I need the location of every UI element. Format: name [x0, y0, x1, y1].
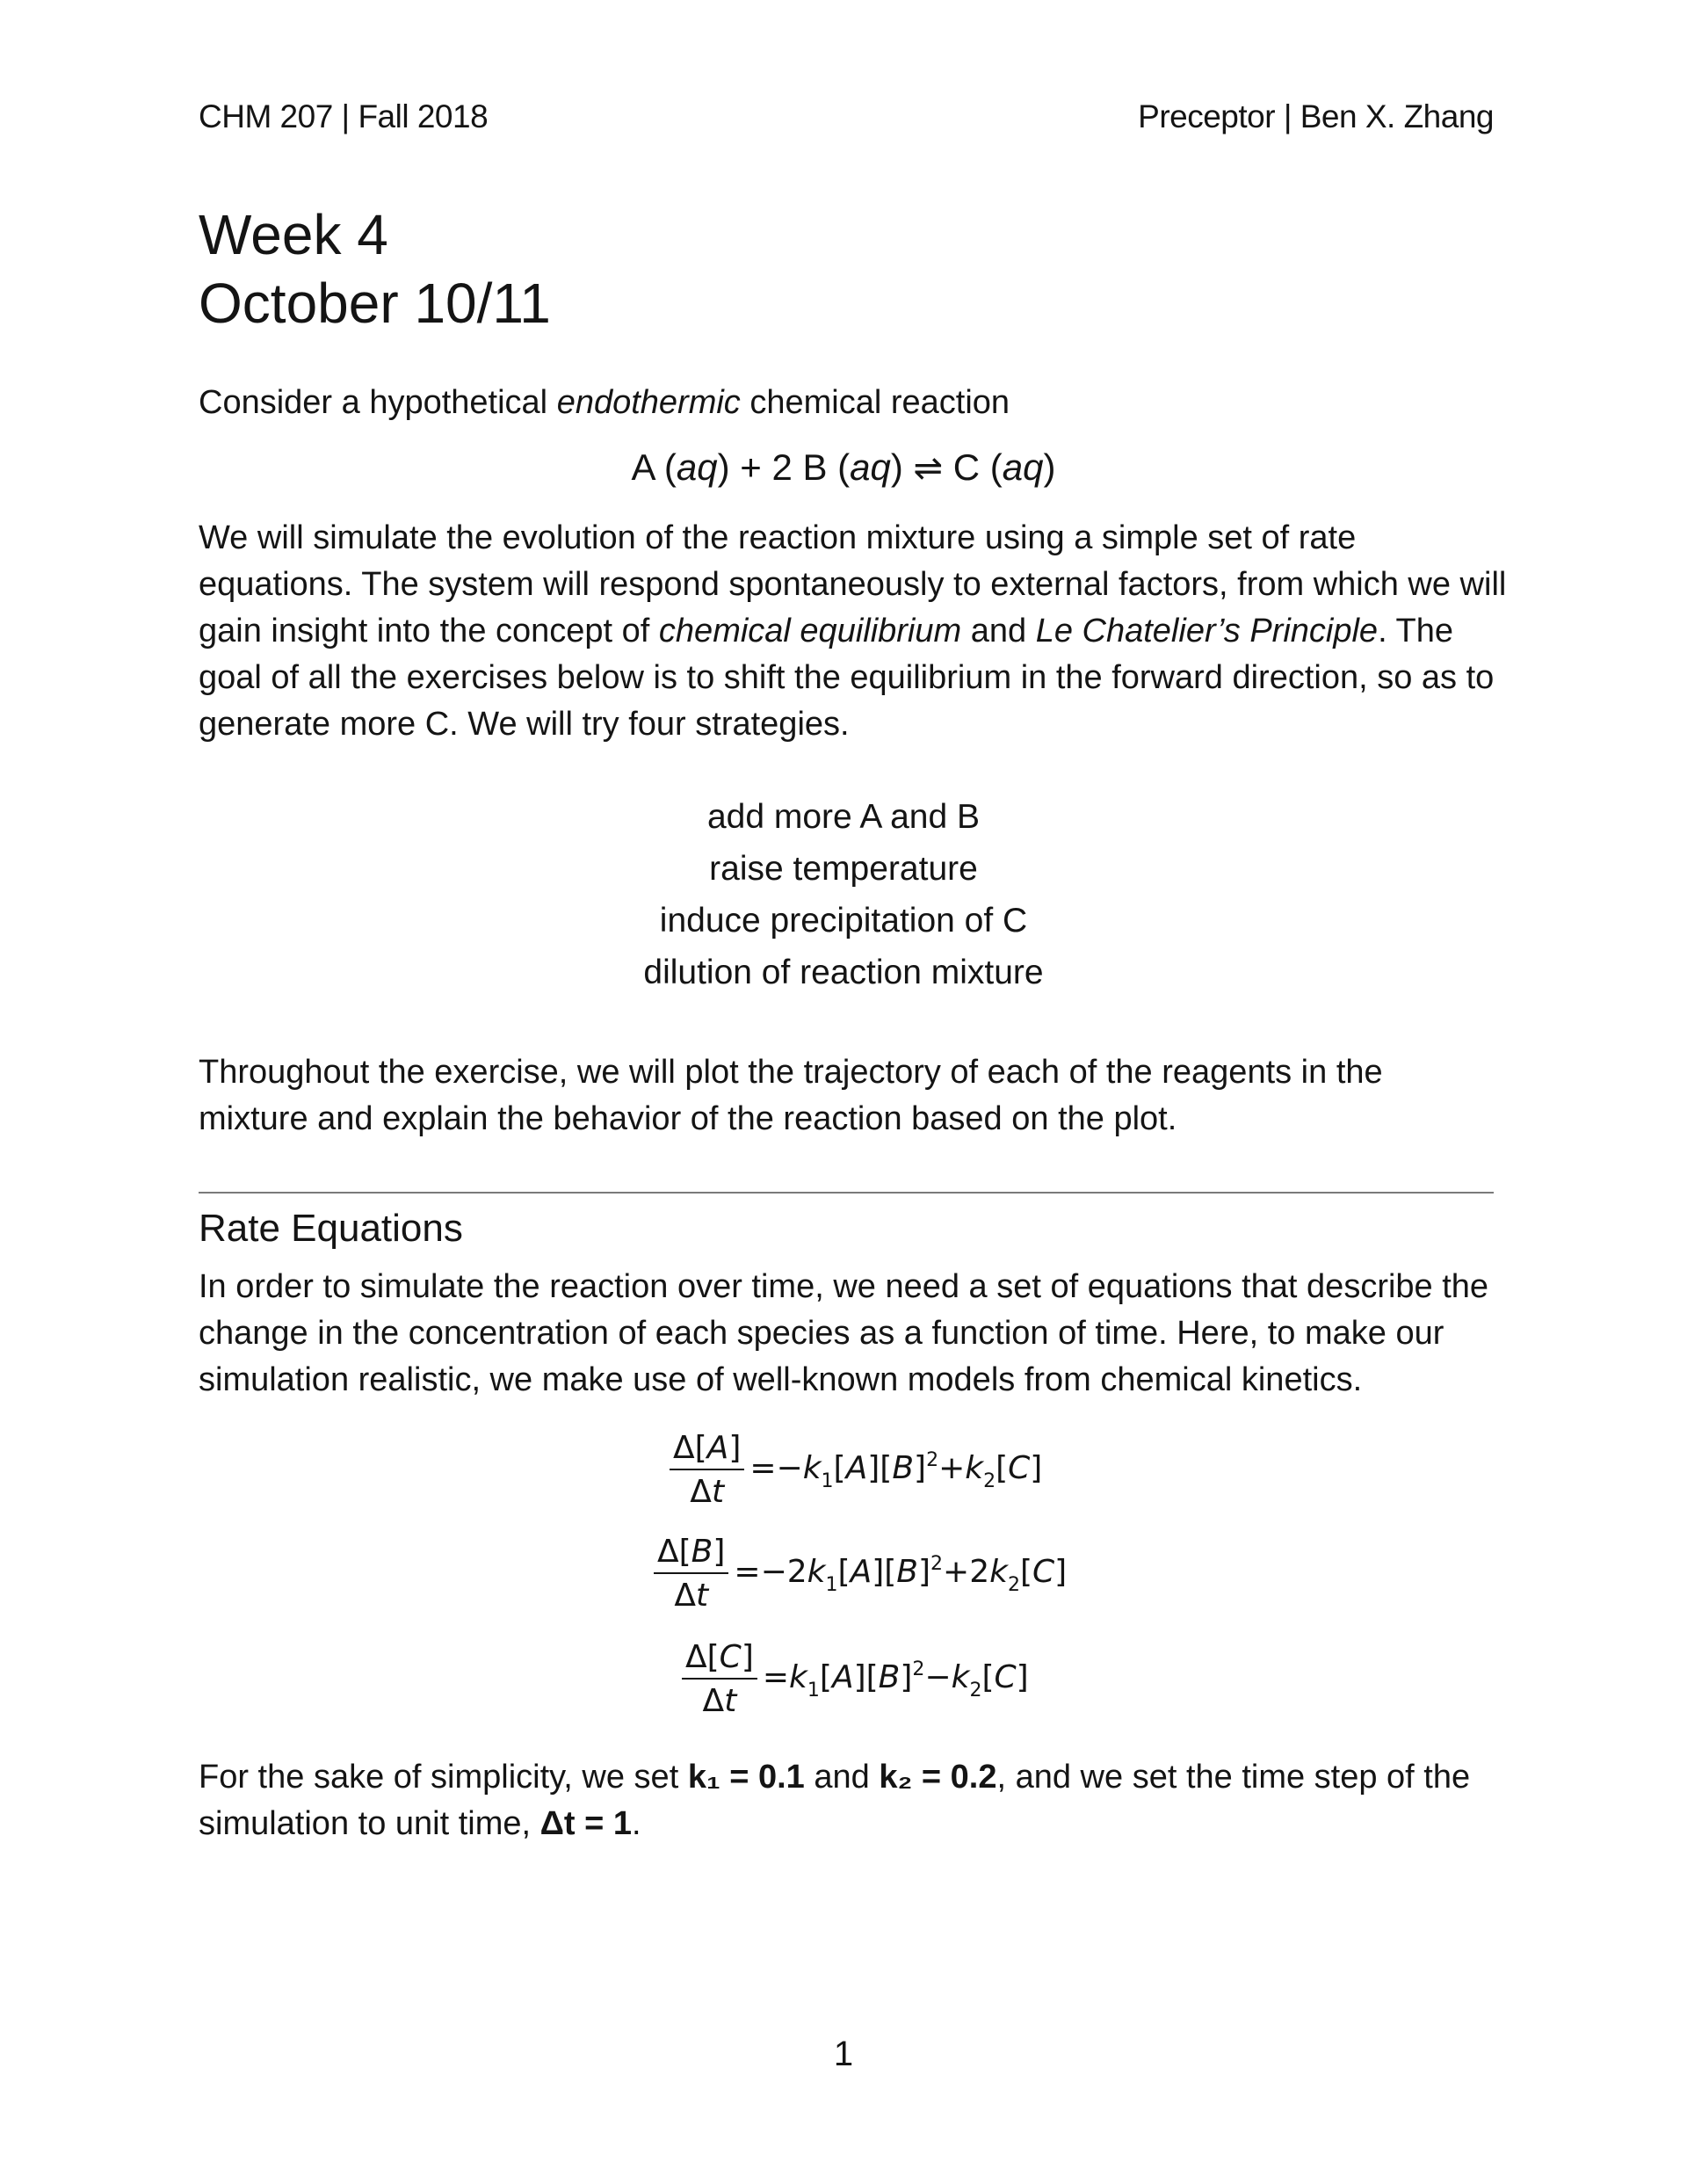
intro-emphasis: endothermic	[556, 384, 741, 421]
sim-text-1: We will simulate the evolution of the reaction mixture using a simple set of rate equations. The system will respond spontaneously to external factors, from which we will gain insight into the concept of	[199, 519, 1507, 649]
simplicity-paragraph	[199, 1754, 1517, 1847]
strategy-list	[0, 791, 1687, 998]
strategy-item: induce precipitation of C	[659, 902, 1028, 940]
phase-b: aq	[850, 446, 891, 488]
strategy-item: raise temperature	[709, 850, 978, 888]
sim-text-2: and	[961, 613, 1036, 649]
reaction-equation: A (aq) + 2 B (aq) ⇌ C (aq)	[631, 446, 1056, 488]
rate-equation-a: $\frac{\Delta[A]}{\Delta t}$ $=-k_1[A][B]^2+k_2[C]$	[670, 1427, 1042, 1515]
simplicity-text-2: and	[804, 1759, 880, 1796]
rate-paragraph: In order to simulate the reaction over time, we need a set of equations that describe the change in the concentration of each species as a function of time. Here, to make our simulation realistic, we make use of well-known models from chemical kinetics.	[199, 1268, 1489, 1398]
throughout-paragraph: Throughout the exercise, we will plot the trajectory of each of the reagents in the mixture and explain the behavior of the reaction based on the plot.	[199, 1054, 1383, 1137]
title-date: October 10/11	[199, 272, 551, 335]
simulation-paragraph	[199, 515, 1508, 748]
time-step-value: Δt = 1	[539, 1805, 633, 1842]
page-title	[199, 200, 551, 337]
equilibrium-arrow-icon: ⇌	[913, 449, 944, 488]
k1-value: k₁ = 0.1	[687, 1759, 805, 1796]
reactant-b: + 2 B	[740, 446, 828, 488]
reactant-a: A	[631, 446, 655, 488]
intro-text-end: chemical reaction	[740, 384, 1010, 421]
section-divider	[199, 1192, 1494, 1194]
k2-value: k₂ = 0.2	[879, 1759, 997, 1796]
simplicity-text-1: For the sake of simplicity, we set	[199, 1759, 688, 1796]
page-header	[199, 98, 1494, 142]
intro-paragraph	[199, 380, 1499, 426]
sim-text-3: . The goal of all the exercises below is to shift the equilibrium in the forward direction, so as to generate more C. We will try four strategies.	[199, 613, 1495, 743]
phase-c: aq	[1002, 446, 1044, 488]
rate-equation-b: $\frac{\Delta[B]}{\Delta t}$ $=-2k_1[A][B]^2+2k_2[C]$	[654, 1531, 1067, 1619]
section-title: Rate Equations	[199, 1207, 463, 1250]
preceptor-label: Preceptor | Ben X. Zhang	[1138, 98, 1494, 134]
phase-a: aq	[676, 446, 718, 488]
fraction-dc-dt: $\frac{\Delta[C]}{\Delta t}$	[682, 1639, 757, 1722]
fraction-da-dt: $\frac{\Delta[A]}{\Delta t}$	[670, 1430, 744, 1513]
sim-emphasis-le-chatelier: Le Chatelier’s Principle	[1035, 613, 1379, 649]
course-label: CHM 207 | Fall 2018	[199, 98, 489, 134]
sim-emphasis-equilibrium: chemical equilibrium	[658, 613, 962, 649]
strategy-item: add more A and B	[706, 798, 981, 836]
strategy-item: dilution of reaction mixture	[643, 954, 1044, 991]
simplicity-text-3: , and we set the time step of the simulation to unit time,	[199, 1759, 1471, 1842]
fraction-db-dt: $\frac{\Delta[B]}{\Delta t}$	[654, 1534, 728, 1616]
page-number: 1	[833, 2035, 854, 2073]
intro-text-start: Consider a hypothetical	[199, 384, 557, 421]
title-week: Week 4	[199, 203, 388, 266]
product-c: C	[952, 446, 981, 488]
rate-equation-c: $\frac{\Delta[C]}{\Delta t}$ $=k_1[A][B]^2-k_2[C]$	[682, 1636, 1029, 1724]
simplicity-text-4: .	[632, 1805, 641, 1842]
